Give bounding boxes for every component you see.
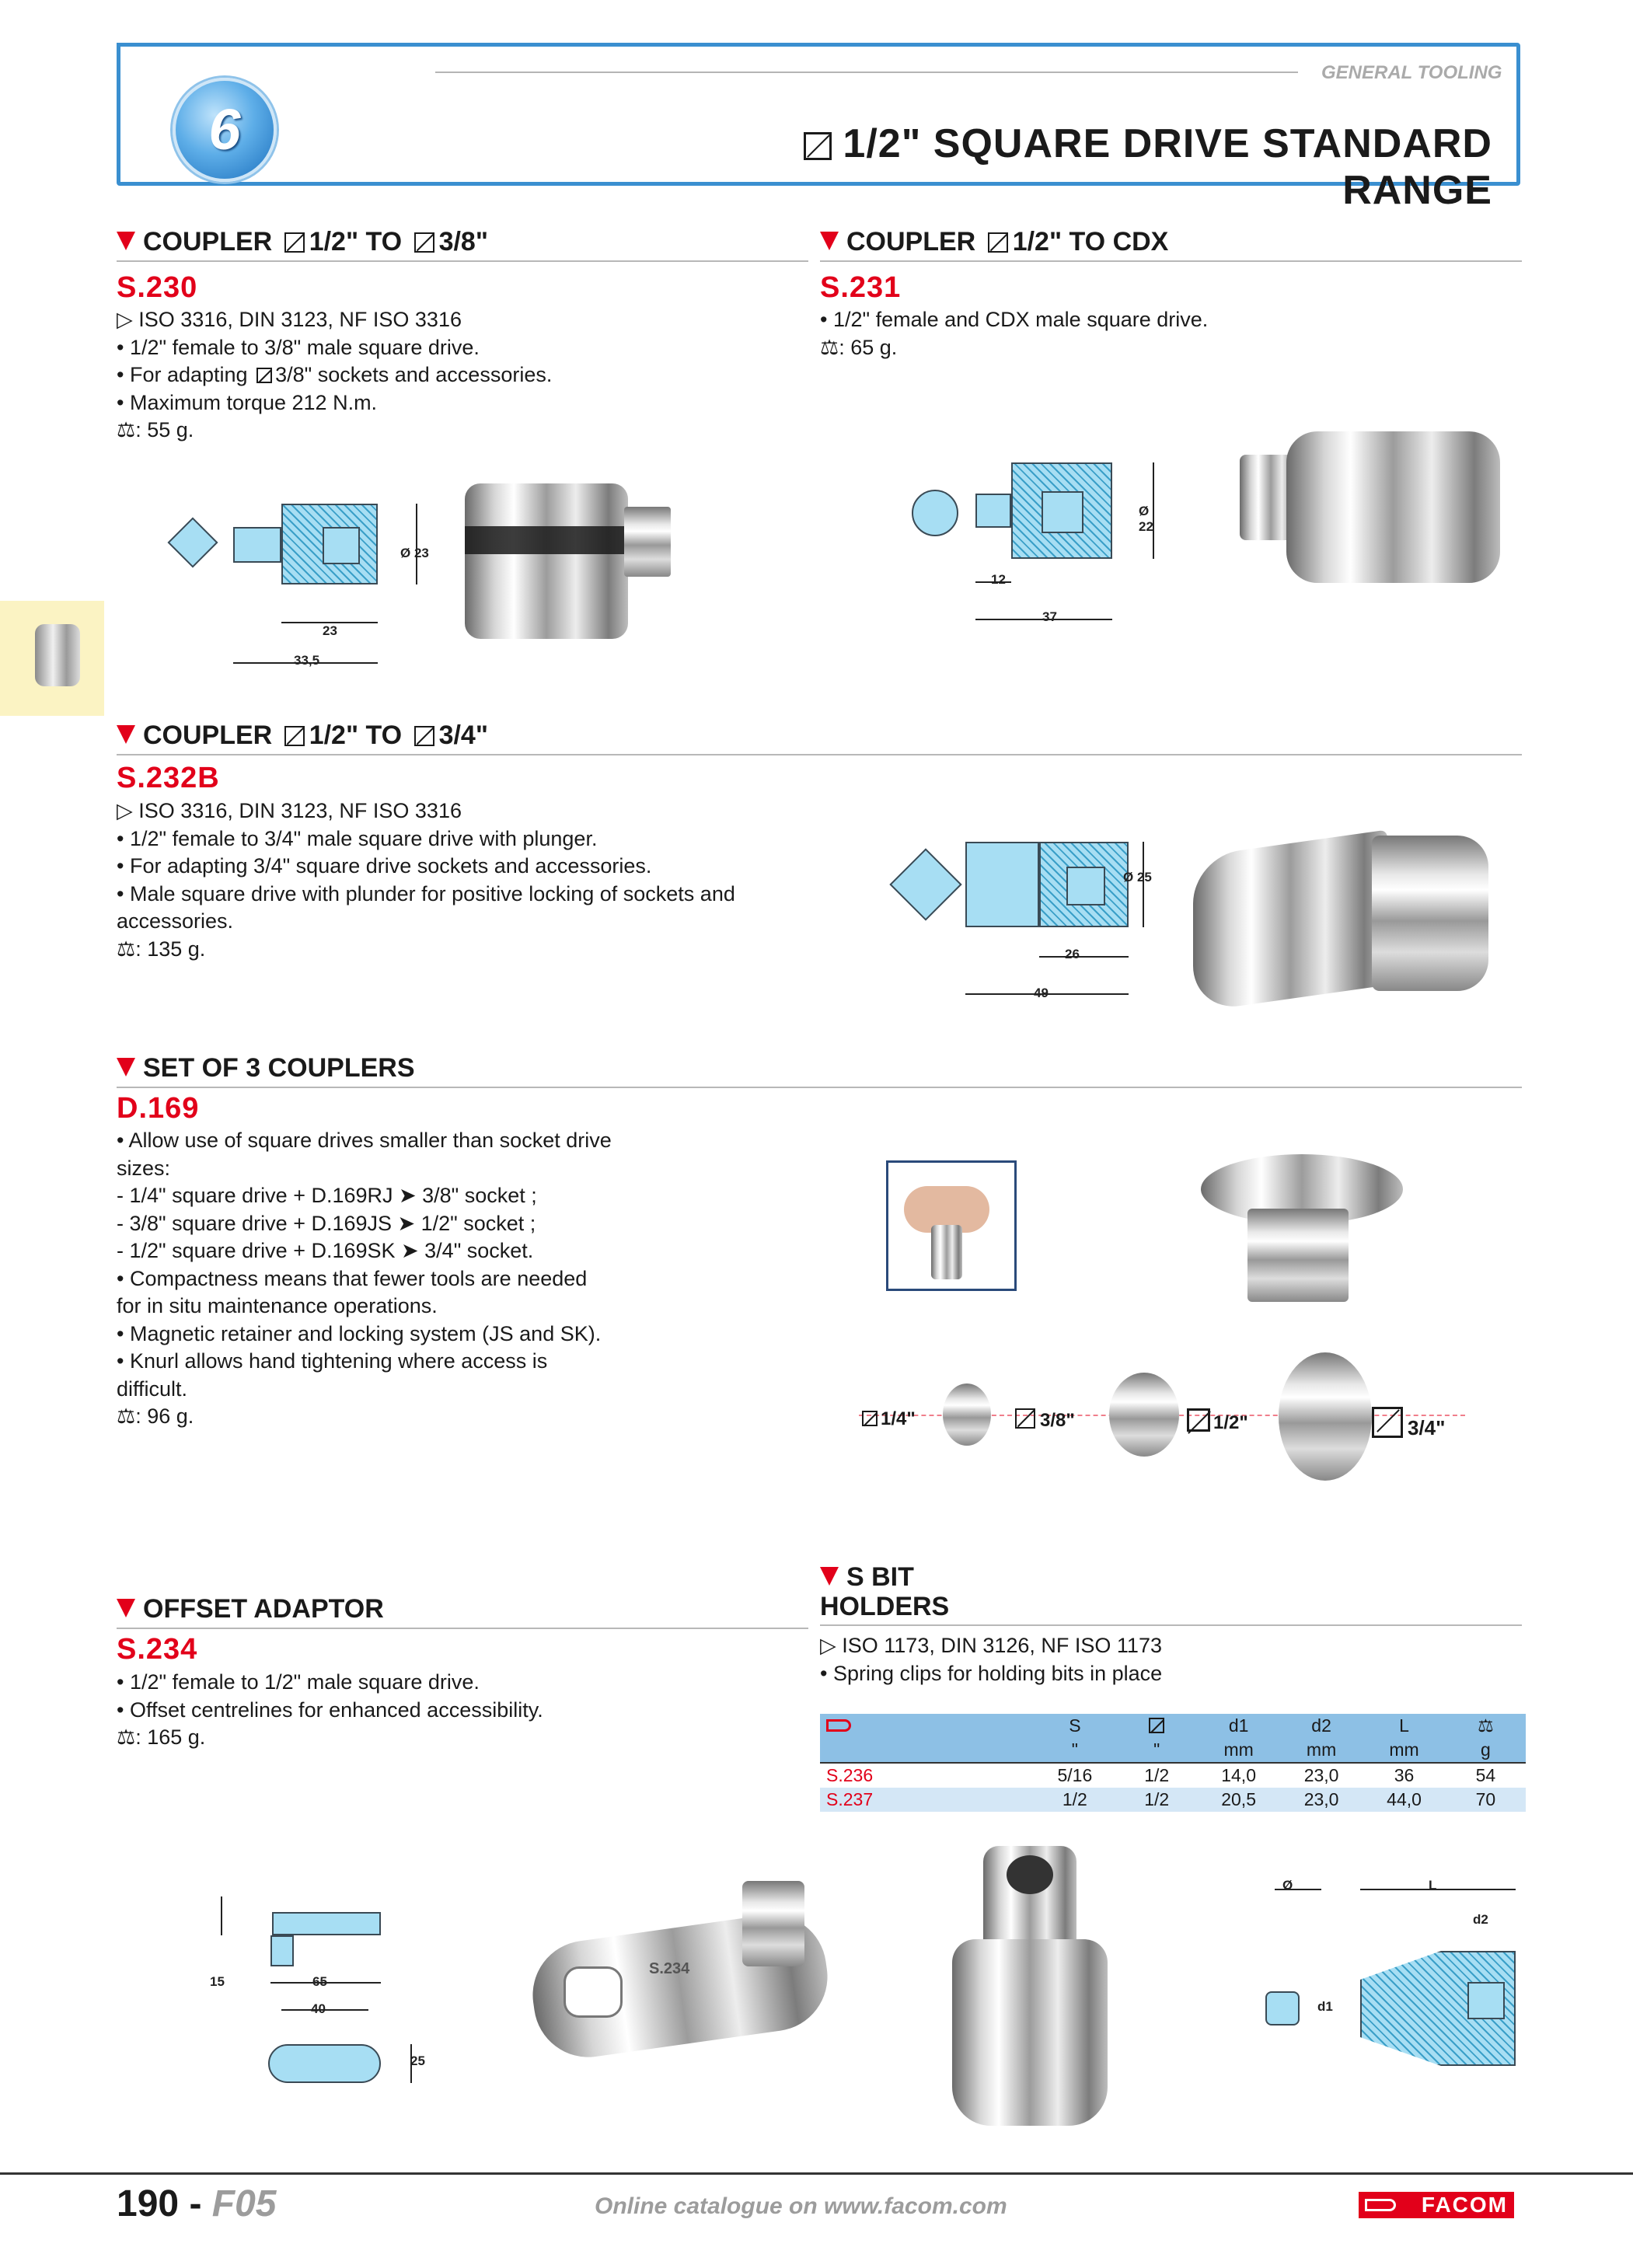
diagram-s232b	[886, 836, 1158, 1007]
facom-mark-icon	[820, 1714, 1034, 1738]
decoration	[1042, 491, 1083, 533]
product-ref-d169: D.169	[117, 1092, 200, 1125]
decoration: HOLDERS	[820, 1592, 950, 1621]
product-ref-s232b: S.232B	[117, 762, 220, 794]
diagram-s234	[210, 1896, 443, 2099]
standard-arrow-icon: ▷	[117, 799, 139, 822]
decoration: Ø 23	[400, 546, 429, 560]
decoration: 15	[210, 1974, 225, 1989]
square-drive-icon	[256, 368, 272, 383]
square-drive-icon	[414, 232, 434, 253]
decoration: L	[1399, 1715, 1409, 1736]
decoration: 23,0	[1303, 1765, 1339, 1785]
decoration	[1193, 829, 1387, 1012]
decoration: : 55 g.	[135, 418, 194, 441]
table-header-row	[820, 1714, 1526, 1738]
section-triangle-icon	[117, 1058, 135, 1076]
decoration	[1007, 1855, 1053, 1894]
facom-mark-icon	[1365, 2199, 1396, 2211]
decoration	[1372, 836, 1488, 991]
photo-d169-coupler	[1201, 1131, 1403, 1310]
decoration	[1279, 1352, 1372, 1481]
decoration	[1286, 431, 1500, 583]
decoration: 26	[1065, 947, 1080, 961]
decoration	[465, 526, 628, 554]
description-sbit	[820, 1632, 1504, 1687]
d169-size-strip	[859, 1352, 1465, 1485]
table-row	[820, 1788, 1526, 1812]
decoration: 23,0	[1303, 1789, 1339, 1809]
square-drive-icon	[284, 232, 305, 253]
decoration: 1/2	[1062, 1789, 1087, 1809]
photo-s232b	[1193, 836, 1488, 1007]
section-heading-sbit	[820, 1562, 1522, 1626]
decoration: • Offset centrelines for enhanced accessibility.	[117, 1698, 543, 1722]
online-catalogue-link[interactable]: Online catalogue on www.facom.com	[595, 2193, 1007, 2219]
decoration	[1265, 1991, 1300, 2025]
decoration	[117, 306, 801, 334]
decoration	[117, 797, 816, 825]
section-heading-d169	[117, 1053, 1522, 1088]
decoration: 3/8" sockets and accessories.	[275, 363, 553, 386]
decoration	[820, 334, 1504, 362]
description-s230	[117, 306, 801, 445]
square-drive-icon	[414, 726, 434, 746]
decoration: 70	[1475, 1789, 1496, 1809]
decoration	[167, 517, 218, 567]
decoration: 14,0	[1221, 1765, 1256, 1785]
decoration: 37	[1042, 609, 1057, 624]
decoration	[270, 1935, 294, 1966]
decoration	[323, 527, 360, 564]
decoration: : 65 g.	[839, 335, 898, 359]
decoration: • For adapting 3/4" square drive sockets and accessories.	[117, 854, 652, 878]
decoration	[1247, 1209, 1349, 1302]
facom-logo	[1359, 2192, 1514, 2218]
decoration: difficult.	[117, 1377, 188, 1401]
decoration: S.236	[826, 1765, 874, 1785]
decoration: mm	[1306, 1739, 1337, 1760]
decoration	[931, 1225, 962, 1279]
decoration	[820, 1714, 1526, 1812]
decoration	[1066, 867, 1105, 905]
section-code: F05	[211, 2183, 277, 2224]
photo-sbit	[952, 1846, 1108, 2134]
diagram-s230	[163, 497, 443, 676]
decoration: FACOM	[1421, 2193, 1508, 2217]
decoration: • Male square drive with plunder for positive locking of sockets and	[117, 881, 735, 905]
decoration: COUPLER	[846, 227, 976, 256]
description-s231	[820, 306, 1504, 361]
decoration	[117, 361, 801, 389]
standard-arrow-icon: ▷	[820, 1634, 843, 1657]
decoration: "	[1071, 1739, 1078, 1760]
photo-s230	[465, 476, 667, 639]
decoration: • For adapting	[117, 363, 248, 386]
footer-rule	[0, 2172, 1633, 2175]
section-triangle-icon	[117, 725, 135, 744]
page-title	[653, 120, 1492, 214]
decoration: sizes:	[117, 1156, 171, 1180]
product-ref-s230: S.230	[117, 271, 198, 304]
decoration: L	[1429, 1878, 1437, 1893]
decoration: ISO 3316, DIN 3123, NF ISO 3316	[138, 799, 462, 822]
page-number	[117, 2183, 276, 2225]
decoration: • Magnetic retainer and locking system (JS and SK).	[117, 1321, 602, 1345]
decoration: OFFSET ADAPTOR	[143, 1594, 384, 1624]
decoration: 1/2" TO CDX	[1012, 227, 1169, 256]
category-label: GENERAL TOOLING	[1321, 62, 1502, 83]
page-title-text: 1/2" SQUARE DRIVE STANDARD RANGE	[843, 121, 1492, 213]
decoration: • Spring clips for holding bits in place	[820, 1661, 1163, 1685]
decoration	[826, 1719, 851, 1732]
weight-icon: ⚖	[117, 937, 136, 961]
decoration: 49	[1034, 986, 1049, 1000]
description-d169	[117, 1127, 816, 1431]
section-triangle-icon	[117, 232, 135, 250]
chapter-badge	[173, 78, 277, 182]
decoration: • 1/2" female to 1/2" male square drive.	[117, 1670, 480, 1694]
decoration: 1/2" TO	[309, 721, 403, 750]
decoration: • Knurl allows hand tightening where access is	[117, 1349, 548, 1373]
weight-icon: ⚖	[117, 1404, 136, 1428]
size-label-three-eighths	[1010, 1408, 1075, 1432]
square-drive-icon	[988, 232, 1008, 253]
decoration	[221, 1896, 222, 1935]
decoration: • 1/2" female to 3/4" male square drive with plunger.	[117, 826, 598, 850]
decoration: S.237	[826, 1789, 874, 1809]
section-triangle-icon	[820, 232, 839, 250]
decoration: SET OF 3 COUPLERS	[143, 1053, 415, 1083]
decoration	[117, 417, 801, 445]
decoration: ISO 3316, DIN 3123, NF ISO 3316	[138, 308, 462, 331]
decoration: : 135 g.	[135, 937, 206, 961]
decoration	[889, 848, 961, 920]
decoration: 25	[410, 2053, 425, 2068]
decoration: 190	[117, 2183, 180, 2224]
decoration: 54	[1475, 1765, 1496, 1785]
decoration: • 1/2" female to 3/8" male square drive.	[117, 335, 480, 359]
photo-s231	[1240, 431, 1508, 587]
size-label-quarter	[859, 1408, 916, 1430]
section-triangle-icon	[820, 1567, 839, 1586]
decoration	[117, 936, 816, 964]
decoration: 65	[312, 1974, 327, 1989]
diagram-sbit	[1244, 1878, 1523, 2067]
standard-arrow-icon: ▷	[117, 308, 139, 331]
decoration	[912, 490, 958, 536]
square-drive-icon	[1015, 1408, 1035, 1429]
decoration	[965, 842, 1039, 927]
section-triangle-icon	[117, 1599, 135, 1617]
decoration: 20,5	[1221, 1789, 1256, 1809]
photo-s234	[517, 1881, 843, 2067]
decoration	[1116, 1714, 1197, 1738]
decoration	[564, 1966, 623, 2018]
table-header-units-row	[820, 1738, 1526, 1763]
decoration	[820, 1632, 1504, 1660]
square-drive-icon	[862, 1411, 878, 1426]
decoration: 12	[991, 572, 1006, 587]
weight-icon: ⚖	[820, 335, 839, 359]
decoration: 40	[311, 2001, 326, 2016]
decoration	[1039, 956, 1129, 958]
decoration	[820, 1738, 1034, 1763]
decoration: : 96 g.	[135, 1404, 194, 1428]
decoration: ISO 1173, DIN 3126, NF ISO 1173	[842, 1634, 1162, 1657]
bit-holder-table	[820, 1714, 1526, 1812]
decoration	[1467, 1982, 1505, 2019]
decoration: 44,0	[1387, 1789, 1422, 1809]
weight-icon: ⚖	[117, 1725, 136, 1749]
decoration: 1/2	[1144, 1765, 1170, 1785]
decoration: mm	[1223, 1739, 1254, 1760]
decoration	[233, 527, 281, 563]
section-heading-s230	[117, 227, 808, 262]
weight-icon: ⚖	[1478, 1715, 1494, 1736]
decoration	[975, 494, 1011, 528]
decoration: d1	[1228, 1715, 1249, 1736]
decoration: 3/4"	[1408, 1416, 1446, 1439]
decoration	[1275, 1889, 1321, 1890]
decoration: Ø	[1282, 1878, 1293, 1893]
photo-d169-hand	[886, 1160, 1017, 1291]
decoration: S	[1069, 1715, 1081, 1736]
square-drive-icon	[1149, 1718, 1164, 1733]
decoration: -	[189, 2183, 202, 2224]
decoration: 1/2" TO	[309, 227, 403, 256]
decoration: • Compactness means that fewer tools are needed	[117, 1266, 588, 1290]
decoration: 23	[323, 623, 337, 638]
decoration: - 1/4" square drive + D.169RJ ➤ 3/8" socket ;	[117, 1184, 537, 1207]
product-ref-s231: S.231	[820, 271, 902, 304]
diagram-s231	[905, 459, 1162, 630]
decoration: accessories.	[117, 909, 234, 933]
decoration: 1/2"	[1213, 1412, 1248, 1433]
decoration: COUPLER	[143, 227, 273, 256]
square-drive-icon	[1187, 1408, 1210, 1432]
decoration: - 1/2" square drive + D.169SK ➤ 3/4" socket.	[117, 1239, 534, 1262]
decoration: g	[1480, 1739, 1491, 1760]
decoration	[268, 2044, 381, 2083]
decoration	[943, 1383, 991, 1446]
section-heading-s231	[820, 227, 1522, 262]
square-drive-icon	[1372, 1407, 1403, 1438]
decoration: S BIT	[846, 1562, 914, 1592]
decoration: • 1/2" female and CDX male square drive.	[820, 308, 1209, 331]
decoration: COUPLER	[143, 721, 273, 750]
decoration: d2	[1473, 1912, 1488, 1927]
decoration	[952, 1939, 1108, 2126]
decoration: 3/8"	[1040, 1410, 1075, 1431]
chapter-number: 6	[208, 97, 241, 162]
size-label-three-quarters	[1372, 1407, 1445, 1440]
decoration: : 165 g.	[135, 1725, 206, 1749]
decoration: d2	[1311, 1715, 1331, 1736]
section-heading-s234	[117, 1594, 808, 1629]
decoration	[465, 483, 628, 639]
product-ref-s234: S.234	[117, 1633, 198, 1666]
size-label-half	[1187, 1408, 1248, 1434]
decoration	[272, 1912, 381, 1935]
decoration: • Maximum torque 212 N.m.	[117, 390, 378, 414]
decoration: 3/8"	[438, 227, 488, 256]
decoration: 33,5	[294, 653, 320, 668]
decoration: 1/4"	[881, 1408, 916, 1429]
decoration: - 3/8" square drive + D.169JS ➤ 1/2" socket ;	[117, 1211, 536, 1235]
weight-icon: ⚖	[117, 418, 136, 441]
description-s234	[117, 1669, 801, 1752]
decoration: • Allow use of square drives smaller than socket drive	[117, 1129, 612, 1152]
decoration	[624, 507, 671, 577]
decoration: Ø 22	[1139, 504, 1153, 534]
decoration: 1/2	[1144, 1789, 1170, 1809]
side-tab	[0, 601, 104, 716]
square-drive-icon	[804, 132, 832, 160]
decoration: Ø 25	[1123, 870, 1152, 885]
decoration	[117, 1724, 801, 1752]
decoration: 5/16	[1057, 1765, 1093, 1785]
description-s232b	[117, 797, 816, 963]
section-heading-s232b	[117, 721, 1522, 755]
decoration	[416, 504, 417, 584]
decoration	[1109, 1373, 1179, 1457]
table-row	[820, 1763, 1526, 1788]
decoration: 36	[1394, 1765, 1415, 1785]
decoration: d1	[1317, 1999, 1333, 2014]
bit-holder-table-wrap	[820, 1714, 1526, 1812]
photo-engraving: S.234	[649, 1960, 690, 1977]
category-rule	[435, 72, 1298, 73]
square-drive-icon	[284, 726, 305, 746]
decoration: mm	[1389, 1739, 1419, 1760]
decoration	[1360, 1889, 1516, 1890]
socket-thumbnail-icon	[35, 624, 80, 686]
decoration: for in situ maintenance operations.	[117, 1294, 438, 1317]
decoration: "	[1153, 1739, 1160, 1760]
decoration: 3/4"	[438, 721, 488, 750]
decoration	[117, 1403, 816, 1431]
decoration	[742, 1881, 804, 1966]
